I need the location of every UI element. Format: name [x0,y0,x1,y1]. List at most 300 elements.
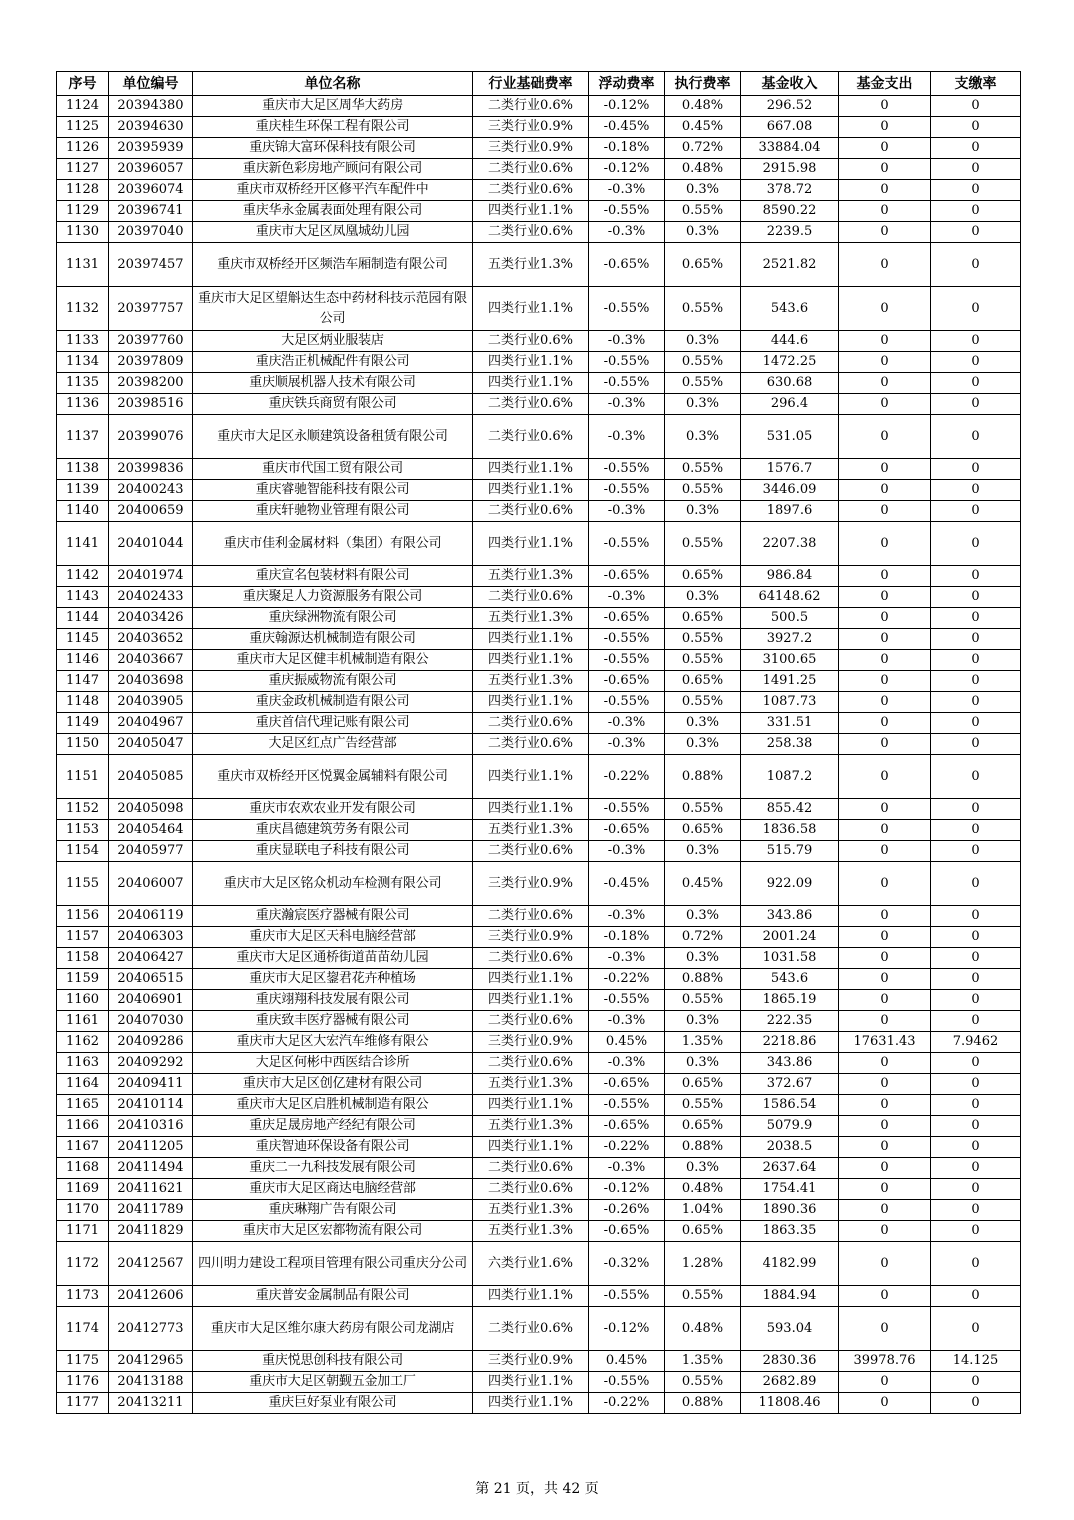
cell-payout-ratio: 0 [931,373,1021,394]
cell-payout-ratio: 0 [931,799,1021,820]
cell-floating-rate: -0.55% [589,522,665,566]
cell-fund-expense: 0 [839,1116,931,1137]
cell-unit-code: 20411829 [109,1221,193,1242]
cell-unit-code: 20406007 [109,862,193,906]
table-header-row [57,72,1021,96]
cell-base-rate: 四类行业1.1% [473,1393,589,1414]
table-row [57,373,1021,394]
cell-payout-ratio: 0 [931,927,1021,948]
cell-floating-rate: -0.22% [589,969,665,990]
cell-unit-name: 重庆锦大富环保科技有限公司 [193,138,473,159]
cell-fund-income: 1491.25 [741,671,839,692]
cell-floating-rate: -0.3% [589,1011,665,1032]
cell-payout-ratio: 0 [931,629,1021,650]
cell-index: 1156 [57,906,109,927]
table-row [57,1286,1021,1307]
cell-unit-name: 重庆振威物流有限公司 [193,671,473,692]
cell-unit-code: 20405047 [109,734,193,755]
header-fund-income: 基金收入 [741,72,839,96]
table-row [57,755,1021,799]
table-row [57,394,1021,415]
cell-payout-ratio: 0 [931,1053,1021,1074]
cell-effective-rate: 0.88% [665,1393,741,1414]
cell-payout-ratio: 0 [931,117,1021,138]
cell-fund-expense: 0 [839,1372,931,1393]
cell-fund-income: 543.6 [741,969,839,990]
cell-fund-income: 2239.5 [741,222,839,243]
cell-effective-rate: 0.3% [665,331,741,352]
cell-effective-rate: 0.55% [665,352,741,373]
cell-fund-expense: 0 [839,1158,931,1179]
cell-index: 1166 [57,1116,109,1137]
cell-unit-name: 重庆轩驰物业管理有限公司 [193,501,473,522]
cell-index: 1177 [57,1393,109,1414]
cell-fund-income: 64148.62 [741,587,839,608]
cell-effective-rate: 1.35% [665,1032,741,1053]
cell-index: 1144 [57,608,109,629]
cell-floating-rate: -0.45% [589,862,665,906]
cell-fund-income: 1576.7 [741,459,839,480]
cell-base-rate: 二类行业0.6% [473,1179,589,1200]
cell-floating-rate: -0.12% [589,159,665,180]
cell-base-rate: 四类行业1.1% [473,990,589,1011]
table-row [57,117,1021,138]
table-row [57,96,1021,117]
cell-floating-rate: -0.65% [589,1116,665,1137]
cell-floating-rate: -0.22% [589,1137,665,1158]
cell-unit-code: 20411205 [109,1137,193,1158]
table-row [57,1158,1021,1179]
cell-fund-expense: 0 [839,394,931,415]
cell-floating-rate: -0.3% [589,587,665,608]
table-row [57,587,1021,608]
cell-index: 1152 [57,799,109,820]
cell-floating-rate: -0.55% [589,201,665,222]
cell-floating-rate: -0.3% [589,394,665,415]
header-payout-ratio: 支缴率 [931,72,1021,96]
cell-payout-ratio: 0 [931,862,1021,906]
cell-payout-ratio: 0 [931,352,1021,373]
cell-unit-name: 重庆普安金属制品有限公司 [193,1286,473,1307]
cell-unit-name: 重庆顺展机器人技术有限公司 [193,373,473,394]
header-unit-name: 单位名称 [193,72,473,96]
cell-unit-name: 重庆悦思创科技有限公司 [193,1351,473,1372]
cell-floating-rate: -0.12% [589,96,665,117]
cell-fund-income: 331.51 [741,713,839,734]
cell-payout-ratio: 7.9462 [931,1032,1021,1053]
table-row [57,201,1021,222]
cell-payout-ratio: 0 [931,501,1021,522]
cell-unit-name: 重庆睿驰智能科技有限公司 [193,480,473,501]
table-row [57,415,1021,459]
cell-base-rate: 四类行业1.1% [473,755,589,799]
cell-index: 1138 [57,459,109,480]
cell-index: 1150 [57,734,109,755]
cell-base-rate: 二类行业0.6% [473,841,589,862]
cell-index: 1143 [57,587,109,608]
table-row [57,1116,1021,1137]
cell-base-rate: 四类行业1.1% [473,1286,589,1307]
cell-base-rate: 四类行业1.1% [473,799,589,820]
cell-fund-income: 3446.09 [741,480,839,501]
cell-base-rate: 四类行业1.1% [473,629,589,650]
cell-base-rate: 二类行业0.6% [473,394,589,415]
cell-unit-code: 20396057 [109,159,193,180]
cell-base-rate: 四类行业1.1% [473,1137,589,1158]
cell-index: 1140 [57,501,109,522]
cell-fund-expense: 0 [839,927,931,948]
cell-unit-code: 20397757 [109,287,193,331]
cell-unit-code: 20396074 [109,180,193,201]
cell-fund-expense: 0 [839,734,931,755]
cell-base-rate: 六类行业1.6% [473,1242,589,1286]
cell-index: 1149 [57,713,109,734]
cell-effective-rate: 0.55% [665,480,741,501]
table-row [57,969,1021,990]
cell-index: 1173 [57,1286,109,1307]
cell-index: 1135 [57,373,109,394]
cell-unit-code: 20405977 [109,841,193,862]
cell-floating-rate: -0.22% [589,1393,665,1414]
cell-base-rate: 三类行业0.9% [473,138,589,159]
header-fund-expense: 基金支出 [839,72,931,96]
cell-fund-expense: 0 [839,841,931,862]
cell-index: 1142 [57,566,109,587]
cell-floating-rate: -0.55% [589,1095,665,1116]
cell-index: 1174 [57,1307,109,1351]
cell-effective-rate: 0.3% [665,394,741,415]
cell-unit-code: 20412965 [109,1351,193,1372]
cell-index: 1132 [57,287,109,331]
cell-unit-code: 20399836 [109,459,193,480]
table-row [57,1032,1021,1053]
cell-unit-name: 重庆市大足区创亿建材有限公司 [193,1074,473,1095]
header-floating-rate: 浮动费率 [589,72,665,96]
cell-payout-ratio: 0 [931,96,1021,117]
cell-floating-rate: -0.55% [589,799,665,820]
cell-payout-ratio: 0 [931,608,1021,629]
cell-effective-rate: 0.65% [665,243,741,287]
cell-fund-expense: 0 [839,1221,931,1242]
cell-payout-ratio: 0 [931,1200,1021,1221]
cell-fund-expense: 0 [839,373,931,394]
cell-fund-expense: 0 [839,352,931,373]
cell-payout-ratio: 14.125 [931,1351,1021,1372]
cell-index: 1172 [57,1242,109,1286]
cell-floating-rate: -0.26% [589,1200,665,1221]
cell-floating-rate: -0.55% [589,373,665,394]
cell-effective-rate: 0.48% [665,1179,741,1200]
cell-fund-expense: 0 [839,1011,931,1032]
cell-base-rate: 二类行业0.6% [473,1011,589,1032]
cell-fund-income: 1865.19 [741,990,839,1011]
cell-fund-income: 372.67 [741,1074,839,1095]
cell-fund-income: 1472.25 [741,352,839,373]
cell-unit-name: 重庆宣名包装材料有限公司 [193,566,473,587]
cell-effective-rate: 0.72% [665,138,741,159]
cell-fund-income: 296.52 [741,96,839,117]
cell-base-rate: 二类行业0.6% [473,713,589,734]
table-row [57,713,1021,734]
cell-unit-code: 20403698 [109,671,193,692]
cell-fund-income: 2001.24 [741,927,839,948]
cell-fund-expense: 0 [839,608,931,629]
cell-index: 1134 [57,352,109,373]
cell-fund-expense: 0 [839,692,931,713]
cell-unit-code: 20404967 [109,713,193,734]
cell-unit-name: 重庆市大足区健丰机械制造有限公 [193,650,473,671]
cell-fund-income: 3927.2 [741,629,839,650]
cell-effective-rate: 0.3% [665,713,741,734]
cell-unit-code: 20394380 [109,96,193,117]
table-row [57,650,1021,671]
cell-effective-rate: 0.55% [665,373,741,394]
cell-unit-code: 20397040 [109,222,193,243]
cell-unit-name: 重庆致丰医疗器械有限公司 [193,1011,473,1032]
cell-index: 1168 [57,1158,109,1179]
cell-fund-expense: 0 [839,501,931,522]
cell-unit-name: 重庆市大足区大宏汽车维修有限公 [193,1032,473,1053]
cell-payout-ratio: 0 [931,180,1021,201]
cell-fund-income: 2218.86 [741,1032,839,1053]
cell-effective-rate: 0.65% [665,1221,741,1242]
table-row [57,1095,1021,1116]
cell-effective-rate: 0.3% [665,1053,741,1074]
cell-index: 1148 [57,692,109,713]
cell-payout-ratio: 0 [931,820,1021,841]
table-row [57,629,1021,650]
cell-index: 1155 [57,862,109,906]
cell-effective-rate: 0.55% [665,1095,741,1116]
cell-floating-rate: -0.55% [589,629,665,650]
header-effective-rate: 执行费率 [665,72,741,96]
cell-fund-expense: 0 [839,948,931,969]
cell-fund-expense: 0 [839,480,931,501]
cell-effective-rate: 0.65% [665,608,741,629]
cell-unit-code: 20412567 [109,1242,193,1286]
table-row [57,692,1021,713]
table-row [57,159,1021,180]
cell-unit-name: 重庆翰源达机械制造有限公司 [193,629,473,650]
cell-effective-rate: 0.3% [665,948,741,969]
cell-fund-expense: 0 [839,1095,931,1116]
cell-payout-ratio: 0 [931,1307,1021,1351]
cell-floating-rate: -0.65% [589,1074,665,1095]
cell-base-rate: 三类行业0.9% [473,1032,589,1053]
cell-fund-expense: 17631.43 [839,1032,931,1053]
cell-index: 1171 [57,1221,109,1242]
cell-unit-name: 重庆浩正机械配件有限公司 [193,352,473,373]
cell-fund-income: 1836.58 [741,820,839,841]
cell-floating-rate: -0.3% [589,948,665,969]
cell-effective-rate: 0.55% [665,650,741,671]
cell-unit-name: 重庆市双桥经开区悦翼金属辅料有限公司 [193,755,473,799]
cell-fund-income: 922.09 [741,862,839,906]
cell-index: 1164 [57,1074,109,1095]
cell-base-rate: 二类行业0.6% [473,180,589,201]
cell-fund-income: 855.42 [741,799,839,820]
cell-floating-rate: -0.55% [589,352,665,373]
cell-index: 1147 [57,671,109,692]
cell-effective-rate: 0.88% [665,755,741,799]
cell-fund-expense: 0 [839,713,931,734]
cell-index: 1127 [57,159,109,180]
cell-base-rate: 四类行业1.1% [473,1372,589,1393]
cell-fund-expense: 0 [839,1286,931,1307]
cell-payout-ratio: 0 [931,948,1021,969]
cell-unit-code: 20400243 [109,480,193,501]
cell-floating-rate: -0.65% [589,671,665,692]
table-row [57,331,1021,352]
cell-index: 1125 [57,117,109,138]
cell-base-rate: 五类行业1.3% [473,1074,589,1095]
cell-fund-expense: 0 [839,117,931,138]
cell-unit-name: 四川明力建设工程项目管理有限公司重庆分公司 [193,1242,473,1286]
cell-unit-code: 20403905 [109,692,193,713]
cell-unit-name: 重庆智迪环保设备有限公司 [193,1137,473,1158]
cell-floating-rate: -0.55% [589,480,665,501]
cell-payout-ratio: 0 [931,287,1021,331]
cell-base-rate: 五类行业1.3% [473,1221,589,1242]
cell-index: 1154 [57,841,109,862]
cell-fund-expense: 0 [839,799,931,820]
cell-effective-rate: 0.3% [665,841,741,862]
cell-floating-rate: -0.65% [589,608,665,629]
cell-fund-income: 33884.04 [741,138,839,159]
table-row [57,1200,1021,1221]
cell-index: 1157 [57,927,109,948]
cell-base-rate: 二类行业0.6% [473,734,589,755]
cell-fund-expense: 0 [839,222,931,243]
cell-effective-rate: 0.48% [665,96,741,117]
cell-unit-code: 20402433 [109,587,193,608]
cell-effective-rate: 0.65% [665,820,741,841]
cell-index: 1151 [57,755,109,799]
cell-payout-ratio: 0 [931,841,1021,862]
cell-base-rate: 三类行业0.9% [473,927,589,948]
cell-unit-name: 重庆市大足区天科电脑经营部 [193,927,473,948]
cell-fund-expense: 0 [839,159,931,180]
cell-fund-income: 531.05 [741,415,839,459]
cell-payout-ratio: 0 [931,1221,1021,1242]
cell-payout-ratio: 0 [931,906,1021,927]
cell-payout-ratio: 0 [931,1372,1021,1393]
cell-effective-rate: 0.55% [665,287,741,331]
cell-base-rate: 二类行业0.6% [473,948,589,969]
cell-fund-expense: 0 [839,1393,931,1414]
cell-unit-code: 20398200 [109,373,193,394]
cell-floating-rate: -0.3% [589,906,665,927]
cell-payout-ratio: 0 [931,969,1021,990]
cell-floating-rate: -0.65% [589,243,665,287]
cell-fund-income: 2637.64 [741,1158,839,1179]
cell-unit-name: 重庆市大足区宏都物流有限公司 [193,1221,473,1242]
cell-floating-rate: -0.65% [589,1221,665,1242]
cell-base-rate: 五类行业1.3% [473,243,589,287]
cell-payout-ratio: 0 [931,201,1021,222]
page-footer: 第 21 页，共 42 页 [475,1481,599,1497]
cell-unit-name: 重庆绿洲物流有限公司 [193,608,473,629]
cell-floating-rate: 0.45% [589,1351,665,1372]
cell-floating-rate: -0.12% [589,1179,665,1200]
cell-fund-expense: 0 [839,1242,931,1286]
cell-index: 1136 [57,394,109,415]
cell-effective-rate: 0.3% [665,180,741,201]
cell-unit-name: 重庆巨好泵业有限公司 [193,1393,473,1414]
cell-base-rate: 四类行业1.1% [473,201,589,222]
cell-effective-rate: 0.55% [665,201,741,222]
cell-fund-expense: 0 [839,566,931,587]
cell-fund-income: 1586.54 [741,1095,839,1116]
cell-floating-rate: -0.45% [589,117,665,138]
cell-effective-rate: 0.48% [665,159,741,180]
cell-base-rate: 四类行业1.1% [473,692,589,713]
cell-index: 1160 [57,990,109,1011]
cell-unit-name: 重庆市农欢农业开发有限公司 [193,799,473,820]
cell-unit-name: 重庆市大足区鋆君花卉种植场 [193,969,473,990]
cell-base-rate: 二类行业0.6% [473,1053,589,1074]
cell-index: 1167 [57,1137,109,1158]
cell-unit-name: 大足区炳业服装店 [193,331,473,352]
cell-effective-rate: 0.55% [665,1372,741,1393]
cell-fund-expense: 0 [839,459,931,480]
cell-unit-code: 20407030 [109,1011,193,1032]
cell-index: 1158 [57,948,109,969]
cell-base-rate: 二类行业0.6% [473,415,589,459]
cell-floating-rate: -0.55% [589,692,665,713]
table-row [57,459,1021,480]
cell-unit-name: 重庆聚足人力资源服务有限公司 [193,587,473,608]
cell-index: 1162 [57,1032,109,1053]
table-row [57,1372,1021,1393]
cell-unit-name: 重庆足晟房地产经纪有限公司 [193,1116,473,1137]
cell-fund-expense: 0 [839,671,931,692]
table-row [57,501,1021,522]
cell-floating-rate: -0.55% [589,1372,665,1393]
cell-base-rate: 二类行业0.6% [473,1158,589,1179]
cell-index: 1133 [57,331,109,352]
cell-unit-name: 重庆市大足区铭众机动车检测有限公司 [193,862,473,906]
cell-unit-code: 20394630 [109,117,193,138]
cell-fund-expense: 0 [839,906,931,927]
cell-base-rate: 二类行业0.6% [473,501,589,522]
cell-unit-code: 20403652 [109,629,193,650]
cell-floating-rate: -0.3% [589,331,665,352]
table-row [57,480,1021,501]
cell-fund-income: 296.4 [741,394,839,415]
cell-unit-code: 20409286 [109,1032,193,1053]
cell-fund-income: 8590.22 [741,201,839,222]
cell-unit-code: 20406901 [109,990,193,1011]
cell-unit-code: 20401974 [109,566,193,587]
cell-index: 1128 [57,180,109,201]
cell-unit-name: 重庆市双桥经开区频浩车厢制造有限公司 [193,243,473,287]
table-row [57,1137,1021,1158]
cell-effective-rate: 0.45% [665,117,741,138]
cell-unit-code: 20411621 [109,1179,193,1200]
cell-unit-name: 重庆新色彩房地产顾问有限公司 [193,159,473,180]
table-row [57,222,1021,243]
table-row [57,1053,1021,1074]
cell-fund-expense: 0 [839,1137,931,1158]
cell-index: 1159 [57,969,109,990]
table-row [57,1242,1021,1286]
cell-floating-rate: -0.55% [589,459,665,480]
cell-effective-rate: 0.55% [665,990,741,1011]
cell-unit-code: 20409292 [109,1053,193,1074]
cell-fund-income: 1863.35 [741,1221,839,1242]
cell-fund-income: 500.5 [741,608,839,629]
